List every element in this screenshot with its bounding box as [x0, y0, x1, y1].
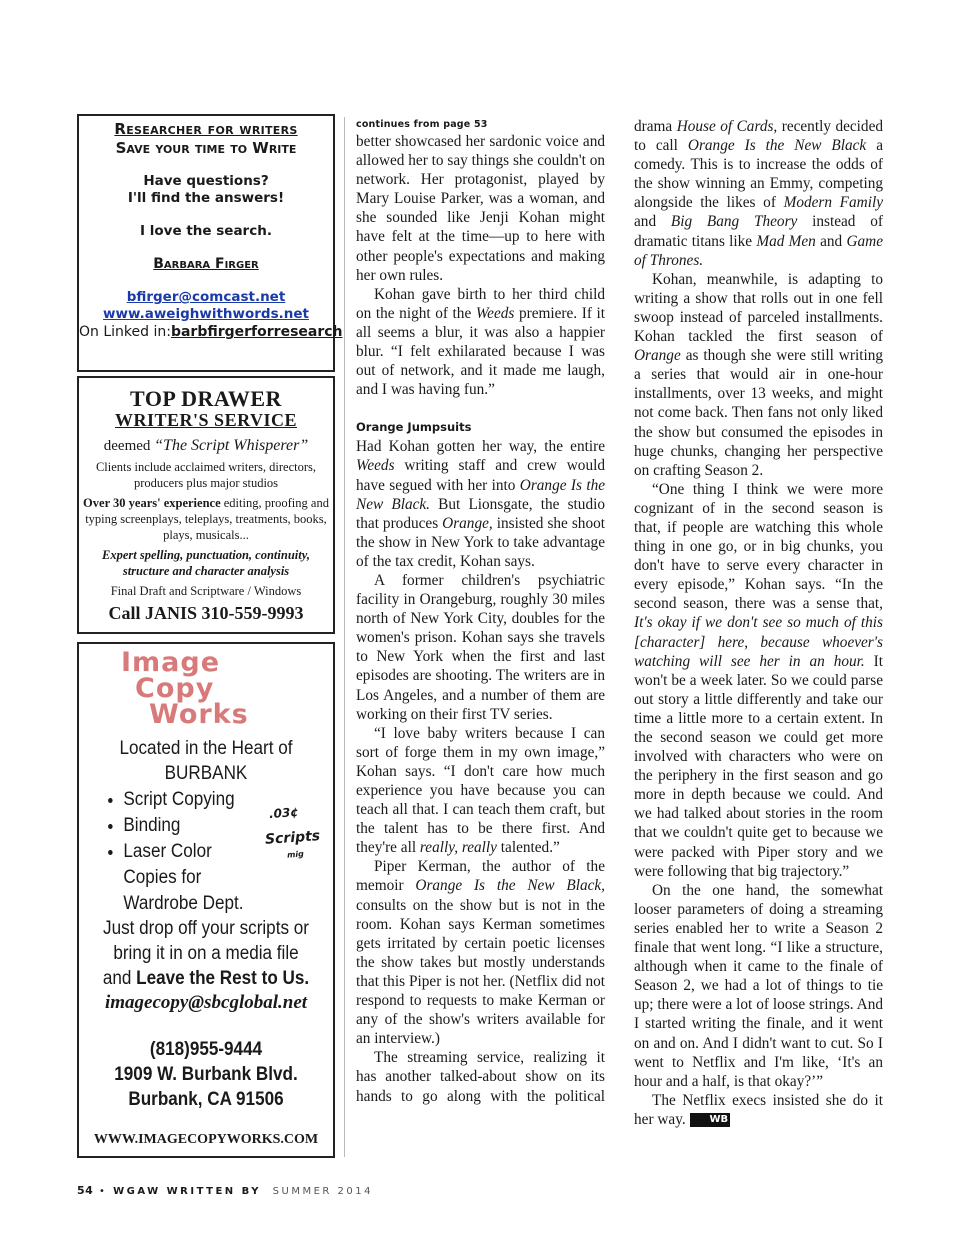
article-paragraph: A former children's psychiatric facility in Orangeburg, roughly 30 miles north of New York City, doubles for the women's prison. Kohan says she travels to New York when the first and last episodes are shooting. The writers are in Los Angeles, and a number of them are working on their first TV series. — [356, 571, 605, 723]
ad-call: Call JANIS 310-559-9993 — [108, 603, 304, 623]
article-paragraph: better showcased her sardonic voice and allowed her to say things she couldn't on network. Her protagonist, played by Mary Louise Parker, was a woman, and she sounded like Jenji Kohan might have felt at the time—up to here with other people's expectations and making her own rules. — [356, 133, 605, 284]
drop-bold: Leave the Rest to Us. — [136, 968, 310, 989]
top-drawer-ad — [77, 376, 335, 634]
drop-line3 — [92, 966, 321, 991]
article-paragraph: “I love baby writers because I can sort of forge them in my own image,” Kohan says. “I don't care how much experience you have because you can teach all that. I can teach them craft, but the talent has to be there first. And they're all really, really talented.” — [356, 724, 605, 857]
ad-love-line: I love the search. — [140, 223, 272, 239]
ad-answer: I'll find the answers! — [127, 190, 285, 206]
column-divider — [344, 117, 345, 1157]
ad-city: Burbank, CA 91506 — [128, 1089, 284, 1110]
service-continued: Copies for — [123, 867, 202, 888]
article-paragraph: Kohan, meanwhile, is adapting to writing a show that rolls out in one fell swoop instead of parceled installments. Kohan tackled the first season of Orange as though she were still writing a series that would air in one-hour installments, over 13 weeks, and might not come back. Then fans not only liked the show but consumed the episodes in huge chunks, changing her perspective on crafting Season 2. — [634, 270, 883, 479]
article-paragraph: drama House of Cards, recently decided to call Orange Is the New Black a comedy. This is to increase the odds of the show winning an Emmy, competing alongside the likes of Modern Family and Big Bang Theory instead of dramatic titans like Mad Men and Game of Thrones. — [634, 118, 884, 269]
page-number: 54 — [77, 1184, 94, 1197]
located-line2: BURBANK — [164, 763, 248, 784]
researcher-linkedin — [79, 324, 343, 340]
handwritten-scripts: Scripts — [264, 828, 321, 848]
located-line1: Located in the Heart of — [119, 738, 293, 759]
logo-image: Image — [121, 647, 221, 678]
handwritten-note: mig — [286, 849, 305, 860]
deemed-word: deemed — [103, 438, 151, 454]
image-copy-website-link[interactable]: WWW.IMAGECOPYWORKS.COM — [93, 1132, 319, 1147]
page-footer — [77, 1184, 373, 1197]
handwritten-price: .03¢ — [268, 804, 300, 822]
researcher-ad — [77, 114, 343, 372]
ad-expertise: Expert spelling, punctuation, continuity, structure and character analysis — [102, 548, 310, 578]
article-paragraph: Piper Kerman, the author of the memoir Orange Is the New Black, consults on the show but is not in the room. Kohan says Kerman sometimes gets irritated by certain poetic licenses the show takes but mostly understands that this Piper is not her. (Netflix did not respond to requests to make Kerman or any of the show's writers available for an interview.) — [356, 858, 606, 1048]
experience-bold: Over 30 years' experience — [83, 496, 221, 510]
ad-software: Final Draft and Scriptware / Windows — [110, 584, 302, 598]
ad-question: Have questions? — [143, 173, 269, 189]
image-copy-email-link[interactable]: imagecopy@sbcglobal.net — [104, 992, 308, 1013]
service-item: • Binding — [123, 813, 243, 839]
drop-plain: and — [102, 968, 137, 989]
article-paragraph: The Netflix execs insisted she do it her way. WB — [634, 1091, 883, 1128]
article-column-right — [634, 117, 883, 1129]
experience-rest: editing, proofing and typing screenplays, teleplays, treatments, books, plays, musicals... — [85, 496, 329, 542]
ad-title: TOP DRAWER — [130, 386, 282, 411]
wb-end-mark-icon: WB — [690, 1113, 731, 1127]
ad-subheading: Save your time to Write — [115, 139, 297, 157]
ad-researcher-name: Barbara Firger — [153, 256, 259, 272]
logo-copy: Copy — [135, 673, 215, 704]
linkedin-prefix: On Linked in: — [79, 324, 171, 340]
service-item: • Script Copying — [123, 787, 243, 813]
service-continued: Wardrobe Dept. — [123, 893, 244, 914]
ad-heading: Researcher for writers — [114, 120, 298, 138]
article-paragraph: “One thing I think we were more cognizant of in the second season is that, if people are watching this whole thing in one go, or in big chunks, you don't have to serve every character in every episode,” Kohan says. “In the second season, there was a sense that, It's okay if we don't see so much of this [character] here, because whoever's watching will see her in an hour. It won't be a week later. So we could parse out story a little differently and take our time a little more to a certain extent. In the second season we could get more involved with characters who were on the periphery in the first season and go more in depth because we could. And we had talked about stories in the room that we couldn't quite get to because we were packed with Piper story and we were following that big trajectory.” — [634, 480, 883, 880]
drop-line1: Just drop off your scripts or — [103, 918, 309, 939]
article-paragraph: On the one hand, the somewhat looser parameters of doing a streaming series enabled her to write a Season 2 finale that went long. “I like a structure, although when it came to the finale of Season 2, we had a lot of things to tie up; there were a lot of loose strings. And I started writing the finale, and it went on and on. And I didn't want to cut. So I went to Netflix and I'm like, ‘It's an hour and a half, is that okay?’” — [634, 881, 883, 1090]
issue-date: SUMMER 2014 — [272, 1186, 373, 1197]
researcher-website-link[interactable]: www.aweighwithwords.net — [103, 306, 309, 322]
drop-line2: bring it in on a media file — [113, 943, 299, 964]
ad-street: 1909 W. Burbank Blvd. — [114, 1064, 298, 1085]
ad-experience — [79, 495, 333, 543]
linkedin-handle-link[interactable]: barbfirgerforresearch — [170, 324, 343, 340]
article-paragraph: Kohan gave birth to her third child on the night of the Weeds premiere. If it all seems a blur, it was also a happier blur. “I felt exhilarated because I was out of network, and it made me laugh, and I was having fun.” — [356, 285, 606, 399]
ad-deemed — [79, 437, 333, 455]
services-list — [109, 787, 243, 917]
ad-phone: (818)955-9444 — [149, 1039, 263, 1060]
publication-name: WGAW WRITTEN BY — [113, 1186, 261, 1197]
article-column-middle — [356, 117, 605, 1106]
ad-clients: Clients include acclaimed writers, directors, producers plus major studios — [95, 460, 317, 490]
footer-bullet: • — [99, 1186, 108, 1197]
ad-nickname: “The Script Whisperer” — [154, 437, 309, 454]
continued-note: continues from page 53 — [356, 119, 488, 130]
article-paragraph: The streaming service, realizing it has another talked-about show on its hands to go along with the political — [356, 1049, 605, 1105]
logo-works: Works — [149, 699, 249, 730]
researcher-email-link[interactable]: bfirger@comcast.net — [126, 289, 286, 305]
image-copy-works-ad — [77, 642, 335, 1158]
article-paragraph: Had Kohan gotten her way, the entire Weeds writing staff and crew would have segued with her into Orange Is the New Black. But Lionsgate, the studio that produces Orange, insisted she shoot the show in New York to take advantage of the tax credit, Kohan says. — [356, 438, 606, 570]
service-item: • Laser Color — [123, 839, 243, 865]
ad-subtitle: WRITER'S SERVICE — [115, 410, 297, 430]
article-subhead: Orange Jumpsuits — [356, 420, 472, 435]
